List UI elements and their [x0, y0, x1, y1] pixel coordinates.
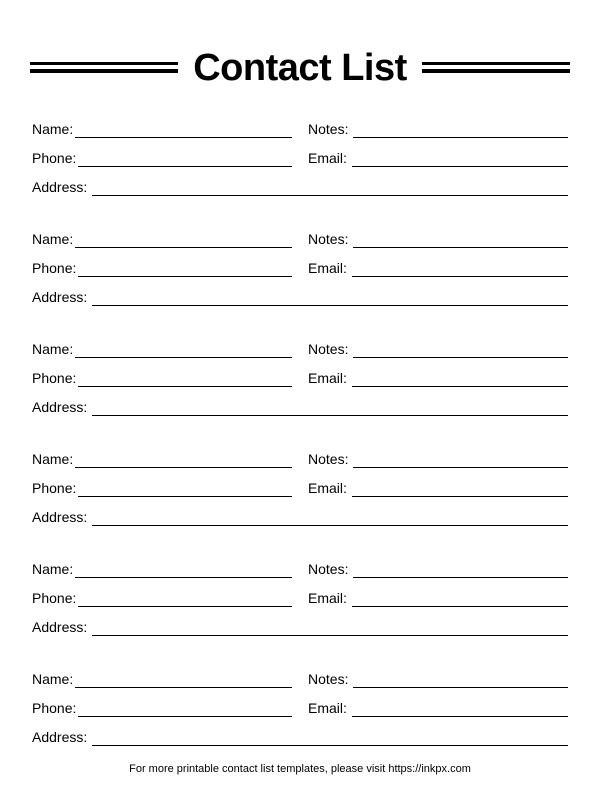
- notes-line[interactable]: [353, 247, 568, 248]
- notes-label: Notes:: [308, 671, 349, 687]
- address-field[interactable]: [32, 726, 568, 746]
- notes-field[interactable]: [308, 118, 568, 138]
- name-field[interactable]: [32, 448, 292, 468]
- address-field[interactable]: [32, 616, 568, 636]
- email-label: Email:: [308, 370, 347, 386]
- email-line[interactable]: [352, 606, 568, 607]
- email-label: Email:: [308, 590, 347, 606]
- notes-label: Notes:: [308, 561, 349, 577]
- email-label: Email:: [308, 260, 347, 276]
- notes-line[interactable]: [353, 577, 568, 578]
- phone-label: Phone:: [32, 700, 77, 716]
- name-label: Name:: [32, 341, 74, 357]
- address-label: Address:: [32, 619, 88, 635]
- address-line[interactable]: [92, 195, 568, 196]
- phone-line[interactable]: [78, 166, 292, 167]
- name-field[interactable]: [32, 228, 292, 248]
- title-row: [30, 44, 570, 92]
- name-label: Name:: [32, 561, 74, 577]
- contact-entry: [32, 338, 568, 422]
- phone-field[interactable]: [32, 697, 292, 717]
- title-rule-left: [30, 62, 178, 73]
- contact-entry: [32, 668, 568, 752]
- email-field[interactable]: [308, 697, 568, 717]
- email-label: Email:: [308, 480, 347, 496]
- name-line[interactable]: [75, 467, 292, 468]
- name-field[interactable]: [32, 118, 292, 138]
- email-line[interactable]: [352, 496, 568, 497]
- phone-line[interactable]: [78, 716, 292, 717]
- name-field[interactable]: [32, 338, 292, 358]
- phone-label: Phone:: [32, 150, 77, 166]
- name-field[interactable]: [32, 558, 292, 578]
- phone-field[interactable]: [32, 257, 292, 277]
- name-line[interactable]: [75, 247, 292, 248]
- notes-field[interactable]: [308, 228, 568, 248]
- address-line[interactable]: [92, 525, 568, 526]
- email-field[interactable]: [308, 367, 568, 387]
- address-field[interactable]: [32, 286, 568, 306]
- name-label: Name:: [32, 121, 74, 137]
- notes-line[interactable]: [353, 137, 568, 138]
- email-field[interactable]: [308, 477, 568, 497]
- phone-label: Phone:: [32, 480, 77, 496]
- name-field[interactable]: [32, 668, 292, 688]
- address-label: Address:: [32, 399, 88, 415]
- phone-line[interactable]: [78, 496, 292, 497]
- notes-field[interactable]: [308, 338, 568, 358]
- notes-line[interactable]: [353, 687, 568, 688]
- footer-note: For more printable contact list templates, please visit https://inkpx.com: [129, 763, 471, 775]
- address-line[interactable]: [92, 415, 568, 416]
- notes-label: Notes:: [308, 451, 349, 467]
- email-label: Email:: [308, 150, 347, 166]
- name-label: Name:: [32, 451, 74, 467]
- email-line[interactable]: [352, 166, 568, 167]
- notes-label: Notes:: [308, 231, 349, 247]
- email-line[interactable]: [352, 276, 568, 277]
- notes-label: Notes:: [308, 341, 349, 357]
- notes-field[interactable]: [308, 668, 568, 688]
- address-line[interactable]: [92, 635, 568, 636]
- email-line[interactable]: [352, 386, 568, 387]
- phone-field[interactable]: [32, 367, 292, 387]
- name-line[interactable]: [75, 357, 292, 358]
- phone-label: Phone:: [32, 260, 77, 276]
- notes-field[interactable]: [308, 558, 568, 578]
- name-line[interactable]: [75, 577, 292, 578]
- phone-label: Phone:: [32, 370, 77, 386]
- address-field[interactable]: [32, 396, 568, 416]
- address-label: Address:: [32, 729, 88, 745]
- notes-line[interactable]: [353, 357, 568, 358]
- name-line[interactable]: [75, 687, 292, 688]
- email-label: Email:: [308, 700, 347, 716]
- name-label: Name:: [32, 671, 74, 687]
- email-field[interactable]: [308, 257, 568, 277]
- address-line[interactable]: [92, 745, 568, 746]
- contact-entry: [32, 448, 568, 532]
- name-label: Name:: [32, 231, 74, 247]
- page-title: Contact List: [193, 47, 407, 89]
- phone-line[interactable]: [78, 606, 292, 607]
- phone-line[interactable]: [78, 386, 292, 387]
- contact-entry: [32, 118, 568, 202]
- address-label: Address:: [32, 289, 88, 305]
- email-field[interactable]: [308, 587, 568, 607]
- address-label: Address:: [32, 179, 88, 195]
- address-field[interactable]: [32, 506, 568, 526]
- email-field[interactable]: [308, 147, 568, 167]
- notes-field[interactable]: [308, 448, 568, 468]
- phone-label: Phone:: [32, 590, 77, 606]
- address-line[interactable]: [92, 305, 568, 306]
- notes-label: Notes:: [308, 121, 349, 137]
- address-label: Address:: [32, 509, 88, 525]
- phone-line[interactable]: [78, 276, 292, 277]
- email-line[interactable]: [352, 716, 568, 717]
- phone-field[interactable]: [32, 587, 292, 607]
- contact-entry: [32, 228, 568, 312]
- phone-field[interactable]: [32, 477, 292, 497]
- name-line[interactable]: [75, 137, 292, 138]
- title-rule-right: [422, 62, 570, 73]
- phone-field[interactable]: [32, 147, 292, 167]
- address-field[interactable]: [32, 176, 568, 196]
- notes-line[interactable]: [353, 467, 568, 468]
- contact-entry: [32, 558, 568, 642]
